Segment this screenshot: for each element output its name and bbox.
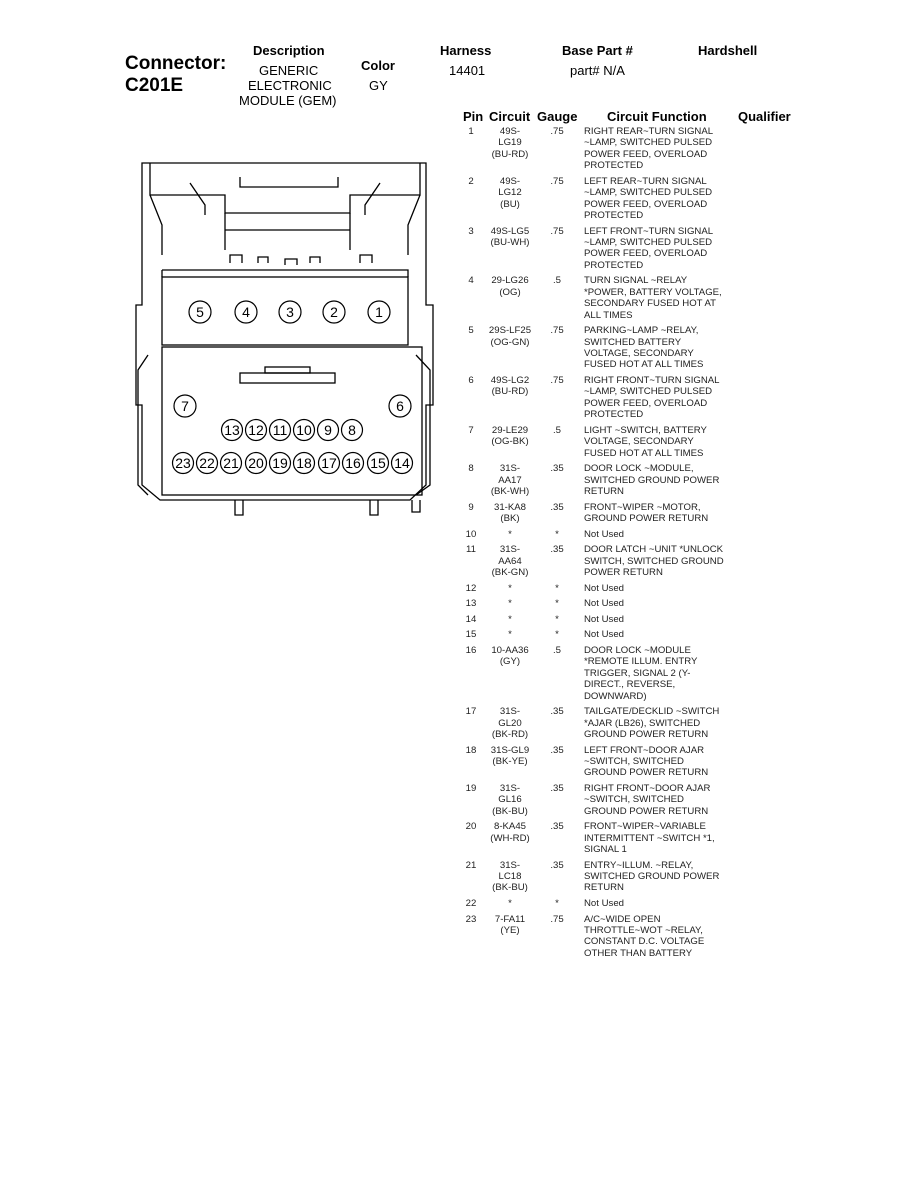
- wire-gauge: .75: [550, 325, 564, 337]
- circuit-code: 49S- LG19 (BU-RD): [491, 126, 529, 160]
- pin-label-11: 11: [272, 422, 288, 438]
- wire-gauge: *: [555, 613, 559, 625]
- table-row: [458, 914, 758, 964]
- pin-number: 18: [465, 744, 477, 756]
- table-row: [458, 614, 758, 630]
- circuit-function: DOOR LATCH ~UNIT *UNLOCK SWITCH, SWITCHED GROUND POWER RETURN: [584, 544, 724, 578]
- base-part-header: Base Part #: [562, 43, 633, 58]
- wire-gauge: .5: [552, 275, 561, 287]
- circuit-code: *: [508, 582, 512, 594]
- circuit-code: 29-LE29 (OG-BK): [491, 424, 529, 448]
- table-row: [458, 226, 758, 276]
- pin-label-13: 13: [224, 422, 240, 438]
- circuit-code: 31-KA8 (BK): [494, 501, 526, 524]
- table-row: [458, 898, 758, 914]
- pin-label-3: 3: [286, 304, 294, 320]
- circuit-function: ENTRY~ILLUM. ~RELAY, SWITCHED GROUND POWER RETURN: [584, 859, 720, 894]
- col-header-gauge: Gauge: [537, 109, 578, 124]
- description-value-line-1: GENERIC: [259, 63, 319, 78]
- circuit-code: *: [508, 613, 512, 625]
- pin-table: [458, 126, 758, 963]
- pin-number: 15: [465, 629, 477, 641]
- circuit-code: 8-KA45 (WH-RD): [490, 821, 530, 844]
- pin-number: 10: [465, 528, 477, 540]
- pin-number: 7: [468, 424, 474, 436]
- pin-number: 19: [465, 782, 477, 794]
- pin-number: 8: [468, 463, 474, 475]
- wire-gauge: .35: [550, 544, 564, 556]
- description-value-line-2: ELECTRONIC: [248, 78, 332, 93]
- pin-number: 5: [468, 325, 474, 337]
- col-header-pin: Pin: [463, 109, 484, 124]
- wire-gauge: *: [555, 598, 559, 610]
- pin-number: 23: [465, 913, 477, 925]
- pin-label-9: 9: [324, 422, 332, 438]
- circuit-function: Not Used: [584, 613, 624, 625]
- circuit-function: Not Used: [584, 582, 624, 594]
- circuit-code: 31S- AA64 (BK-GN): [491, 544, 529, 578]
- base-part-value: part# N/A: [570, 63, 625, 78]
- color-header: Color: [361, 58, 395, 73]
- circuit-function: DOOR LOCK ~MODULE *REMOTE ILLUM. ENTRY TRIGGER, SIGNAL 2 (Y- DIRECT., REVERSE, DOWNWARD): [584, 644, 698, 702]
- circuit-function: LEFT FRONT~TURN SIGNAL ~LAMP, SWITCHED PULSED POWER FEED, OVERLOAD PROTECTED: [584, 225, 714, 271]
- table-row: [458, 821, 758, 859]
- table-row: [458, 176, 758, 226]
- table-row: [458, 425, 758, 463]
- pin-number: 21: [465, 859, 477, 871]
- pin-label-23: 23: [175, 455, 191, 471]
- pin-label-2: 2: [330, 304, 338, 320]
- wire-gauge: *: [555, 582, 559, 594]
- circuit-code: 31S- LC18 (BK-BU): [492, 859, 528, 894]
- pin-number: 13: [465, 598, 477, 610]
- wire-gauge: .35: [550, 744, 564, 756]
- circuit-code: 29-LG26 (OG): [491, 275, 529, 298]
- wire-gauge: .35: [550, 706, 564, 718]
- circuit-function: LEFT REAR~TURN SIGNAL ~LAMP, SWITCHED PULSED POWER FEED, OVERLOAD PROTECTED: [584, 175, 713, 222]
- pin-number: 22: [465, 898, 477, 910]
- table-row: [458, 544, 758, 582]
- circuit-function: DOOR LOCK ~MODULE, SWITCHED GROUND POWER RETURN: [584, 463, 720, 497]
- pin-label-20: 20: [248, 455, 264, 471]
- wire-gauge: .35: [550, 782, 564, 794]
- table-row: [458, 583, 758, 599]
- table-row: [458, 645, 758, 706]
- pin-label-19: 19: [272, 455, 288, 471]
- table-row: [458, 126, 758, 176]
- table-row: [458, 275, 758, 325]
- circuit-function: RIGHT FRONT~DOOR AJAR ~SWITCH, SWITCHED GROUND POWER RETURN: [584, 782, 711, 817]
- wire-gauge: .75: [550, 225, 564, 237]
- pin-number: 16: [465, 644, 477, 656]
- pin-number: 12: [465, 582, 477, 594]
- color-value: GY: [369, 78, 388, 93]
- pin-number: 4: [468, 275, 474, 287]
- wire-gauge: .5: [552, 644, 561, 656]
- pin-label-6: 6: [396, 398, 404, 414]
- wire-gauge: .35: [550, 859, 564, 871]
- connector-id: C201E: [125, 75, 184, 96]
- circuit-function: LIGHT ~SWITCH, BATTERY VOLTAGE, SECONDARY FUSED HOT AT ALL TIMES: [584, 424, 707, 459]
- wire-gauge: *: [555, 629, 559, 641]
- pin-label-17: 17: [321, 455, 337, 471]
- connector-top-latch: [150, 163, 420, 213]
- wire-gauge: *: [555, 528, 559, 540]
- pin-label-16: 16: [345, 455, 361, 471]
- pin-label-10: 10: [296, 422, 312, 438]
- col-header-qualifier: Qualifier: [738, 109, 791, 124]
- pin-number: 3: [468, 225, 474, 237]
- pin-number: 6: [468, 374, 474, 386]
- pin-label-18: 18: [296, 455, 312, 471]
- hardshell-header: Hardshell: [698, 43, 758, 58]
- pin-label-21: 21: [223, 455, 239, 471]
- circuit-code: *: [508, 598, 512, 610]
- table-row: [458, 502, 758, 529]
- table-row: [458, 860, 758, 898]
- wire-gauge: .75: [550, 126, 564, 137]
- wire-gauge: .5: [552, 424, 561, 436]
- pin-label-1: 1: [375, 304, 383, 320]
- wire-gauge: .75: [550, 175, 564, 187]
- pin-circles: [173, 301, 413, 474]
- circuit-function: Not Used: [584, 898, 624, 910]
- col-header-circuit: Circuit: [489, 109, 531, 124]
- circuit-function: LEFT FRONT~DOOR AJAR ~SWITCH, SWITCHED GROUND POWER RETURN: [584, 744, 709, 779]
- table-row: [458, 529, 758, 545]
- circuit-code: *: [508, 629, 512, 641]
- circuit-code: 49S- LG12 (BU): [498, 175, 522, 210]
- circuit-function: Not Used: [584, 598, 624, 610]
- pin-number: 11: [466, 544, 476, 556]
- table-row: [458, 706, 758, 744]
- circuit-code: 29S-LF25 (OG-GN): [488, 325, 532, 348]
- col-header-function: Circuit Function: [607, 109, 707, 124]
- pin-label-8: 8: [348, 422, 356, 438]
- circuit-code: 31S-GL9 (BK-YE): [490, 744, 530, 767]
- wire-gauge: .35: [550, 501, 564, 513]
- circuit-code: 31S- GL20 (BK-RD): [491, 706, 529, 740]
- pin-number: 17: [465, 706, 477, 718]
- pin-number: 14: [465, 613, 477, 625]
- table-row: [458, 325, 758, 375]
- wire-gauge: .75: [550, 374, 564, 386]
- table-row: [458, 629, 758, 645]
- wire-gauge: *: [555, 898, 559, 910]
- table-row: [458, 598, 758, 614]
- pin-number: 9: [468, 501, 474, 513]
- circuit-function: Not Used: [584, 528, 624, 540]
- wire-gauge: .35: [550, 821, 564, 833]
- wire-gauge: .75: [550, 913, 564, 925]
- harness-value: 14401: [449, 63, 486, 78]
- circuit-code: 31S- AA17 (BK-WH): [490, 463, 530, 497]
- pin-label-15: 15: [370, 455, 386, 471]
- pin-number: 2: [468, 175, 474, 187]
- pin-number: 1: [468, 126, 474, 137]
- circuit-code: 49S-LG5 (BU-WH): [490, 225, 530, 248]
- circuit-code: 7-FA11 (YE): [494, 913, 526, 937]
- circuit-function: RIGHT FRONT~TURN SIGNAL ~LAMP, SWITCHED PULSED POWER FEED, OVERLOAD PROTECTED: [584, 374, 720, 421]
- connector-label: Connector:: [125, 53, 227, 74]
- wire-gauge: .35: [550, 463, 564, 475]
- description-header: Description: [253, 43, 325, 58]
- circuit-function: Not Used: [584, 629, 624, 641]
- circuit-code: 49S-LG2 (BU-RD): [490, 374, 530, 398]
- pin-label-12: 12: [248, 422, 264, 438]
- table-row: [458, 375, 758, 425]
- circuit-function: TURN SIGNAL ~RELAY *POWER, BATTERY VOLTAGE, SECONDARY FUSED HOT AT ALL TIMES: [584, 275, 722, 321]
- pin-label-14: 14: [394, 455, 410, 471]
- pin-label-4: 4: [242, 304, 250, 320]
- circuit-function: PARKING~LAMP ~RELAY, SWITCHED BATTERY VOLTAGE, SECONDARY FUSED HOT AT ALL TIMES: [584, 325, 704, 371]
- circuit-code: 31S- GL16 (BK-BU): [492, 782, 528, 817]
- table-row: [458, 463, 758, 501]
- circuit-function: TAILGATE/DECKLID ~SWITCH *AJAR (LB26), SWITCHED GROUND POWER RETURN: [584, 706, 720, 740]
- circuit-code: 10-AA36 (GY): [491, 644, 529, 668]
- harness-header: Harness: [440, 43, 492, 58]
- circuit-code: *: [508, 528, 512, 540]
- pin-number: 20: [465, 821, 477, 833]
- circuit-function: FRONT~WIPER~VARIABLE INTERMITTENT ~SWITCH *1, SIGNAL 1: [584, 821, 715, 856]
- description-value-line-3: MODULE (GEM): [239, 93, 337, 108]
- circuit-code: *: [508, 898, 512, 910]
- circuit-function: RIGHT REAR~TURN SIGNAL ~LAMP, SWITCHED PULSED POWER FEED, OVERLOAD PROTECTED: [584, 126, 714, 172]
- circuit-function: FRONT~WIPER ~MOTOR, GROUND POWER RETURN: [584, 501, 709, 524]
- pin-label-7: 7: [181, 398, 189, 414]
- table-row: [458, 783, 758, 821]
- connector-face-diagram: [130, 155, 440, 525]
- pin-label-5: 5: [196, 304, 204, 320]
- circuit-function: A/C~WIDE OPEN THROTTLE~WOT ~RELAY, CONSTANT D.C. VOLTAGE OTHER THAN BATTERY: [584, 913, 705, 959]
- table-row: [458, 745, 758, 783]
- pin-label-22: 22: [199, 455, 215, 471]
